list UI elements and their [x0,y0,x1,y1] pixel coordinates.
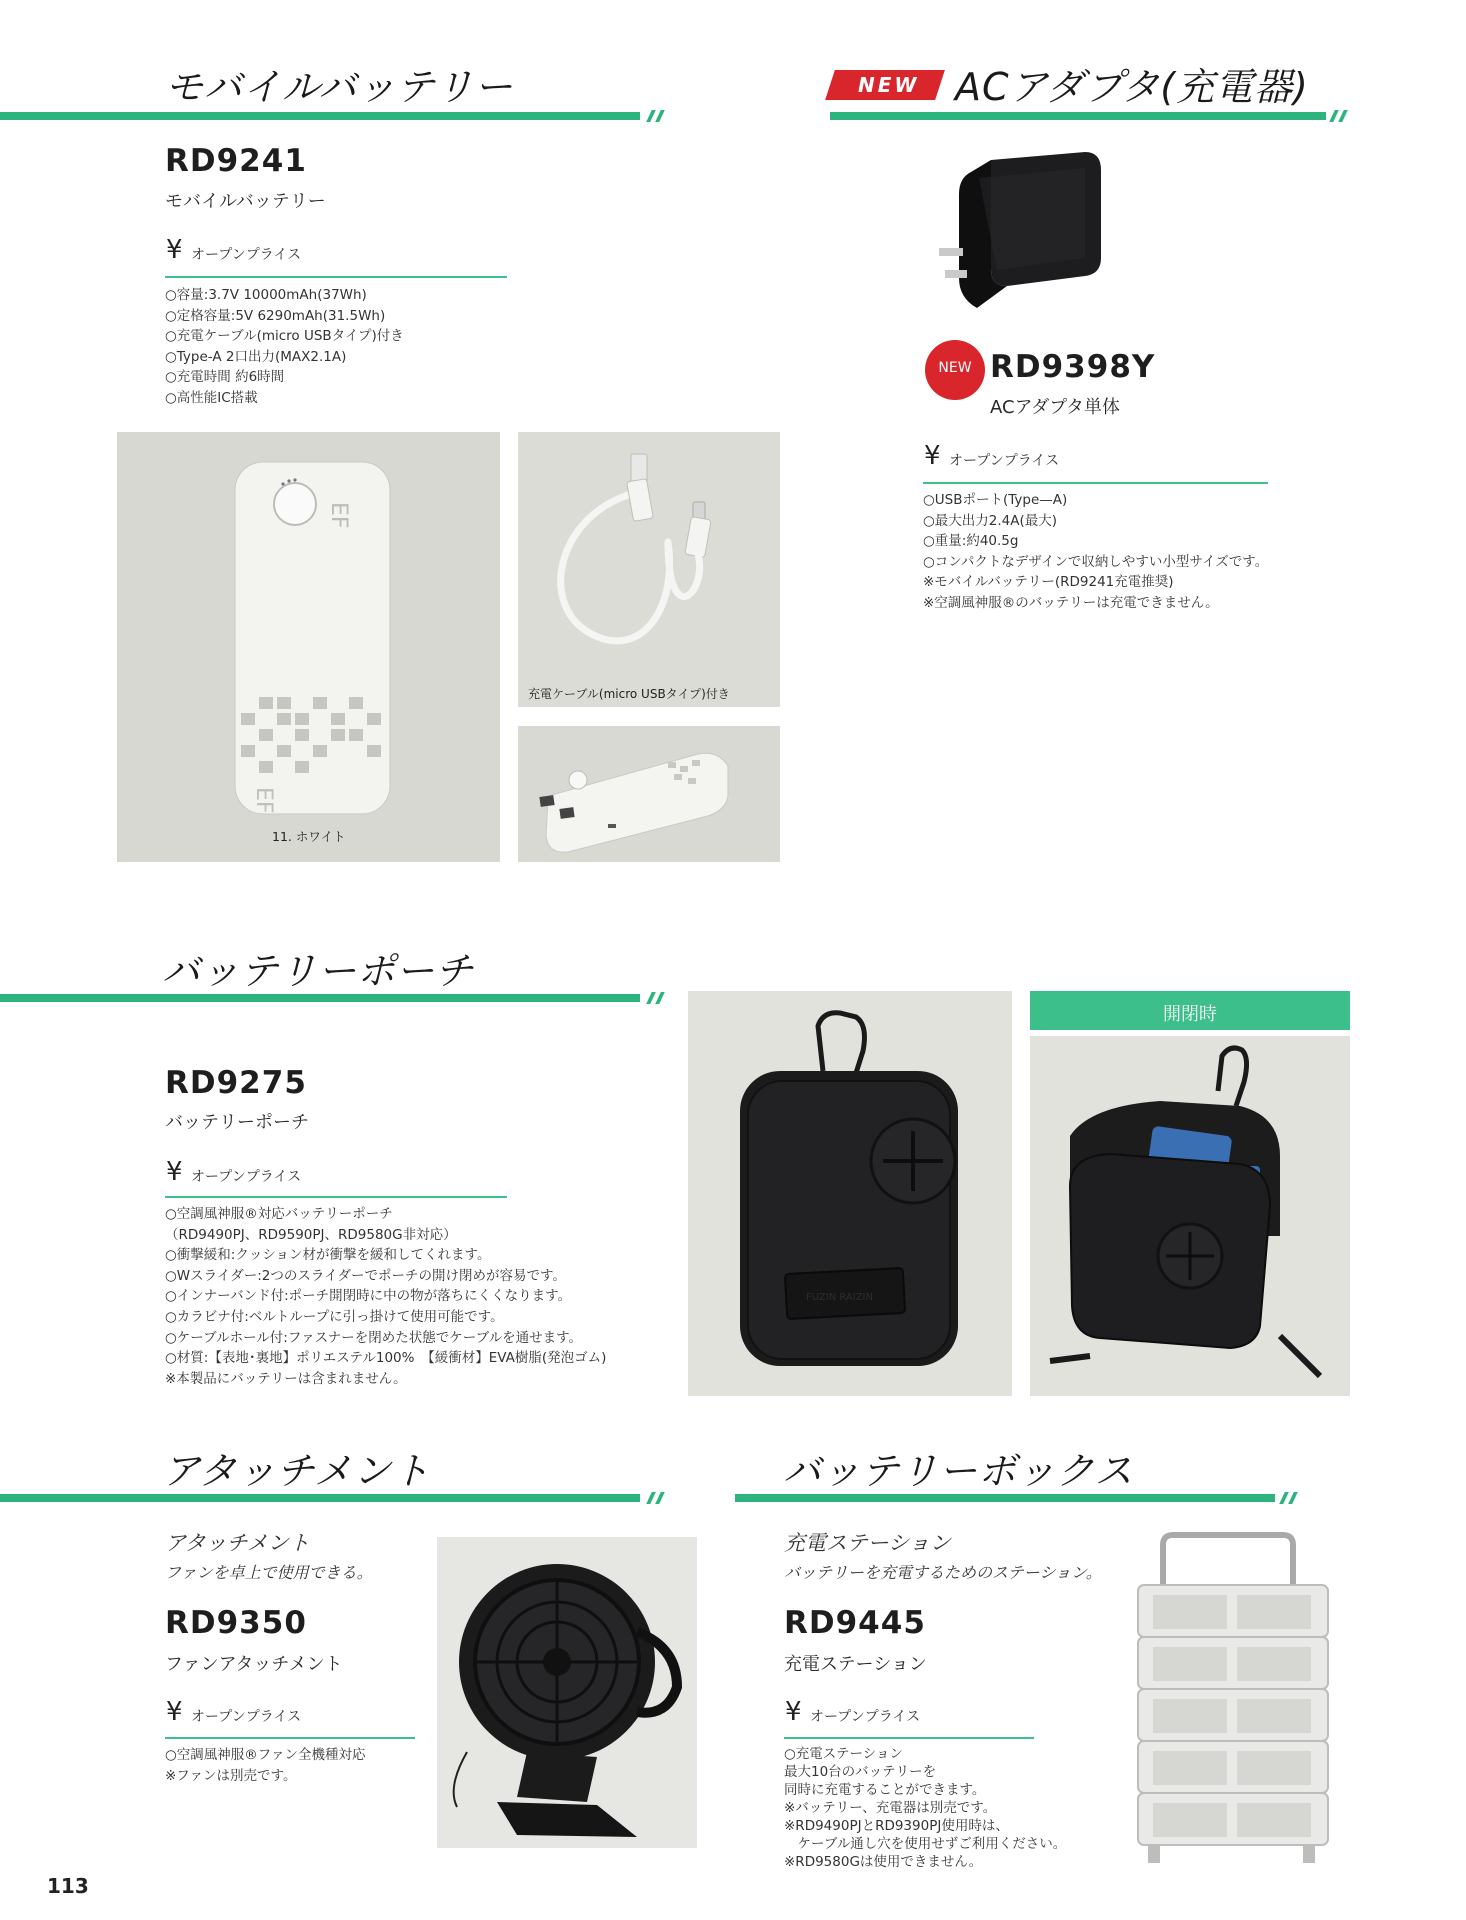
spec-item: ○インナーバンド付:ポーチ開閉時に中の物が落ちにくくなります。 [165,1288,572,1305]
pouch-closed-photo [688,991,1012,1396]
yen-symbol: ¥ [166,1697,183,1727]
spec-list [923,490,1268,614]
rule-slashes [647,110,669,122]
cable-illustration [518,432,780,707]
spec-item: ○空調風神服®ファン全機種対応 [165,1747,366,1763]
mobile-battery-photo [117,432,500,862]
section-title-mobile-battery: モバイルバッテリー [165,65,514,109]
price-rule [165,1196,507,1198]
spec-item: ○Wスライダー:2つのスライダーでポーチの開け閉めが容易です。 [165,1267,566,1284]
battery-ports-photo [518,726,780,862]
section-title-ac-adapter: ACアダプタ(充電器) [955,65,1309,109]
product-name: バッテリーポーチ [165,1112,309,1133]
spec-item: （RD9490PJ、RD9590PJ、RD9580G非対応） [165,1226,457,1243]
pouch-open-illustration [1030,1036,1350,1396]
model-number: RD9350 [165,1605,307,1641]
cable-photo [518,432,780,707]
product-name: ACアダプタ単体 [990,397,1121,418]
product-name: 充電ステーション [784,1654,927,1675]
spec-item: ※RD9580Gは使用できません。 [784,1854,983,1870]
spec-item: ※バッテリー、充電器は別売です。 [784,1800,997,1816]
price-rule [165,1737,415,1739]
spec-item: ○最大出力2.4A(最大) [923,512,1058,529]
pouch-open-photo [1030,1036,1350,1396]
spec-item: ○定格容量:5V 6290mAh(31.5Wh) [165,307,386,324]
ac-adapter-illustration [935,148,1105,328]
price-label: オープンプライス [810,1709,921,1725]
price-label: オープンプライス [191,1709,302,1725]
spec-item: ○重量:約40.5g [923,533,1019,550]
yen-symbol: ¥ [785,1697,802,1727]
price-rule [923,482,1268,484]
italic-subtitle: アタッチメント [165,1531,310,1555]
section-title-pouch: バッテリーポーチ [162,949,475,993]
yen-symbol: ¥ [166,235,183,265]
charging-station-photo [1113,1525,1348,1865]
spec-item: ○Type-A 2口出力(MAX2.1A) [165,348,347,365]
spec-item: ○カラビナ付:ベルトループに引っ掛けて使用可能です。 [165,1308,504,1325]
price-label: オープンプライス [191,1169,302,1185]
rule-slashes [647,1492,669,1504]
spec-item: ○充電ケーブル(micro USBタイプ)付き [165,328,404,345]
section-rule [0,994,640,1002]
product-name: モバイルバッテリー [165,191,326,212]
ac-adapter-photo [935,148,1105,328]
italic-description: バッテリーを充電するためのステーション。 [784,1563,1102,1582]
yen-symbol: ¥ [924,441,941,471]
yen-symbol: ¥ [166,1157,183,1187]
spec-item: ○空調風神服®対応バッテリーポーチ [165,1206,393,1222]
fan-attachment-photo [437,1537,697,1848]
pouch-closed-illustration [688,991,1012,1396]
new-circle-label: NEW [938,360,972,376]
cable-caption: 充電ケーブル(micro USBタイプ)付き [528,687,730,701]
spec-item: 最大10台のバッテリーを [784,1764,937,1780]
spec-list [165,1204,606,1389]
spec-item: ○充電ステーション [784,1746,903,1762]
spec-item: ※本製品にバッテリーは含まれません。 [165,1370,407,1387]
open-label: 開閉時 [1163,1004,1217,1025]
price-label: オープンプライス [191,247,302,263]
spec-item: ○USBポート(Type—A) [923,492,1068,508]
section-rule [0,1494,640,1502]
patch-text: FUZIN RAIZIN [806,1292,873,1303]
spec-item: ※RD9490PJとRD9390PJ使用時は、 [784,1818,1009,1834]
page-number: 113 [47,1874,89,1898]
price-rule [784,1737,1034,1739]
section-title-battery-box: バッテリーボックス [783,1449,1134,1493]
product-name: ファンアタッチメント [165,1654,343,1675]
spec-item: ○材質:【表地･裏地】ポリエステル100% 【緩衝材】EVA樹脂(発泡ゴム) [165,1350,607,1367]
section-rule [0,112,640,120]
spec-item: ※空調風神服®のバッテリーは充電できません。 [923,594,1219,611]
fan-attachment-illustration [437,1537,697,1848]
spec-item: ○ケーブルホール付:ファスナーを閉めた状態でケーブルを通せます。 [165,1329,583,1346]
spec-item: ケーブル通し穴を使用せずご利用ください。 [784,1836,1067,1852]
spec-item: ○コンパクトなデザインで収納しやすい小型サイズです。 [923,553,1269,570]
spec-item: 同時に充電することができます。 [784,1782,986,1798]
rule-slashes [647,992,669,1004]
charging-station-illustration [1113,1525,1348,1865]
spec-item: ○容量:3.7V 10000mAh(37Wh) [165,287,367,303]
italic-subtitle: 充電ステーション [784,1531,951,1555]
new-badge-label: NEW [858,73,920,97]
model-number: RD9241 [165,143,307,179]
color-caption: 11. ホワイト [272,829,346,844]
spec-list [165,1745,366,1786]
section-rule [830,112,1326,120]
spec-list [165,285,404,409]
mobile-battery-illustration [117,432,500,862]
spec-item: ※ファンは別売です。 [165,1767,297,1784]
spec-item: ※モバイルバッテリー(RD9241充電推奨) [923,574,1174,591]
logo-text: EF [326,502,351,529]
spec-item: ○高性能IC搭載 [165,389,258,406]
model-number: RD9275 [165,1065,307,1101]
model-number: RD9445 [784,1605,926,1641]
italic-description: ファンを卓上で使用できる。 [165,1563,373,1582]
section-rule [735,1494,1275,1502]
section-title-attachment: アタッチメント [162,1449,431,1493]
battery-ports-illustration [518,726,780,862]
rule-slashes [1280,1492,1302,1504]
price-rule [165,276,507,278]
spec-list [784,1745,1066,1871]
spec-item: ○充電時間 約6時間 [165,369,285,386]
svg-text:EF: EF [251,787,276,814]
rule-slashes [1330,110,1352,122]
spec-item: ○衝撃緩和:クッション材が衝撃を緩和してくれます。 [165,1247,491,1264]
model-number: RD9398Y [990,349,1156,385]
price-label: オープンプライス [949,453,1060,469]
